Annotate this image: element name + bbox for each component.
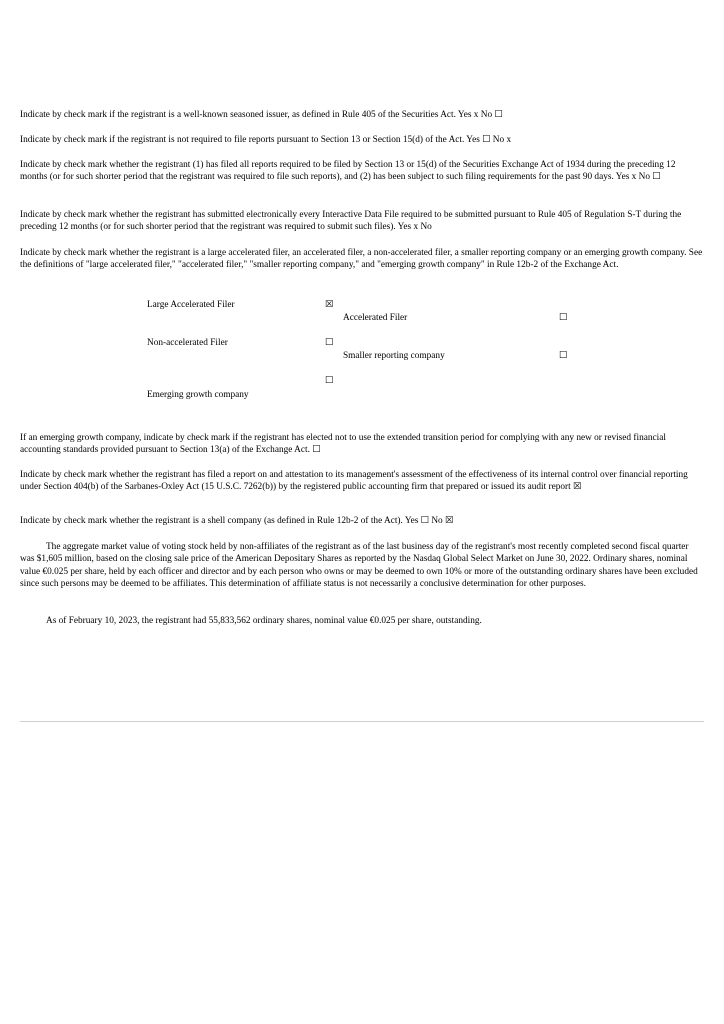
wksi-statement: Indicate by check mark if the registrant is a well-known seasoned issuer, as defined in Rule 405 of the Securities Act. Yes x No ☐ — [20, 110, 503, 120]
shell-company-statement: Indicate by check mark whether the registrant is a shell company (as defined in Rule 12b-2 of the Act). Yes ☐ No ☒ — [20, 516, 454, 526]
market-value-paragraph: The aggregate market value of voting stock held by non-affiliates of the registrant as of the last business day of the registrant's most recently completed second fiscal quarter was $1,605 million, based on the closing sale price of the American Depositary Shares as reported by the Nasdaq Global Select Market on June 30, 2022. Ordinary shares, nominal value €0.025 per share, held by each officer and director and by each person who owns or may be deemed to own 10% or more of the outstanding ordinary shares have been excluded since such persons may be deemed to be affiliates. This determination of affiliate status is not necessarily a conclusive determination for other purposes. — [20, 542, 698, 589]
page-divider — [20, 721, 704, 722]
internal-control-statement: Indicate by check mark whether the registrant has filed a report on and attestation to its management's assessment of the effectiveness of its internal control over financial reporting under Section 404(b) of the Sarbanes-Oxley Act (15 U.S.C. 7262(b)) by the registered public accounting firm that prepared or issued its audit report ☒ — [20, 470, 688, 493]
smaller-reporting-company-label: Smaller reporting company — [343, 351, 445, 361]
shares-outstanding-paragraph: As of February 10, 2023, the registrant had 55,833,562 ordinary shares, nominal value €0.025 per share, outstanding. — [46, 616, 482, 626]
emerging-growth-company-checkbox: ☐ — [325, 376, 334, 386]
interactive-data-statement: Indicate by check mark whether the registrant has submitted electronically every Interactive Data File required to be submitted pursuant to Rule 405 of Regulation S-T during the preceding 12 months (or for such shorter period that the registrant was required to submit such files). Yes x No — [20, 210, 682, 233]
non-accelerated-filer-checkbox: ☐ — [325, 338, 334, 348]
large-accelerated-filer-checkbox: ☒ — [325, 300, 334, 310]
smaller-reporting-company-checkbox: ☐ — [559, 351, 568, 361]
not-required-statement: Indicate by check mark if the registrant is not required to file reports pursuant to Section 13 or Section 15(d) of the Act. Yes ☐ No x — [20, 135, 512, 145]
accelerated-filer-checkbox: ☐ — [559, 313, 568, 323]
emerging-growth-company-label: Emerging growth company — [147, 390, 249, 400]
non-accelerated-filer-label: Non-accelerated Filer — [147, 338, 228, 348]
accelerated-filer-label: Accelerated Filer — [343, 313, 408, 323]
large-accelerated-filer-label: Large Accelerated Filer — [147, 300, 235, 310]
transition-period-statement: If an emerging growth company, indicate by check mark if the registrant has elected not to use the extended transition period for complying with any new or revised financial accounting standards provided pursuant to Section 13(a) of the Exchange Act. ☐ — [20, 433, 666, 456]
filer-type-statement: Indicate by check mark whether the registrant is a large accelerated filer, an accelerated filer, a non-accelerated filer, a smaller reporting company or an emerging growth company. See the definitions of "large accelerated filer," "accelerated filer," "smaller reporting company," and "emerging growth company" in Rule 12b-2 of the Exchange Act. — [20, 248, 703, 271]
filed-all-reports-statement: Indicate by check mark whether the registrant (1) has filed all reports required to be filed by Section 13 or 15(d) of the Securities Exchange Act of 1934 during the preceding 12 months (or for such shorter period that the registrant was required to file such reports), and (2) has been subject to such filing requirements for the past 90 days. Yes x No ☐ — [20, 160, 676, 183]
